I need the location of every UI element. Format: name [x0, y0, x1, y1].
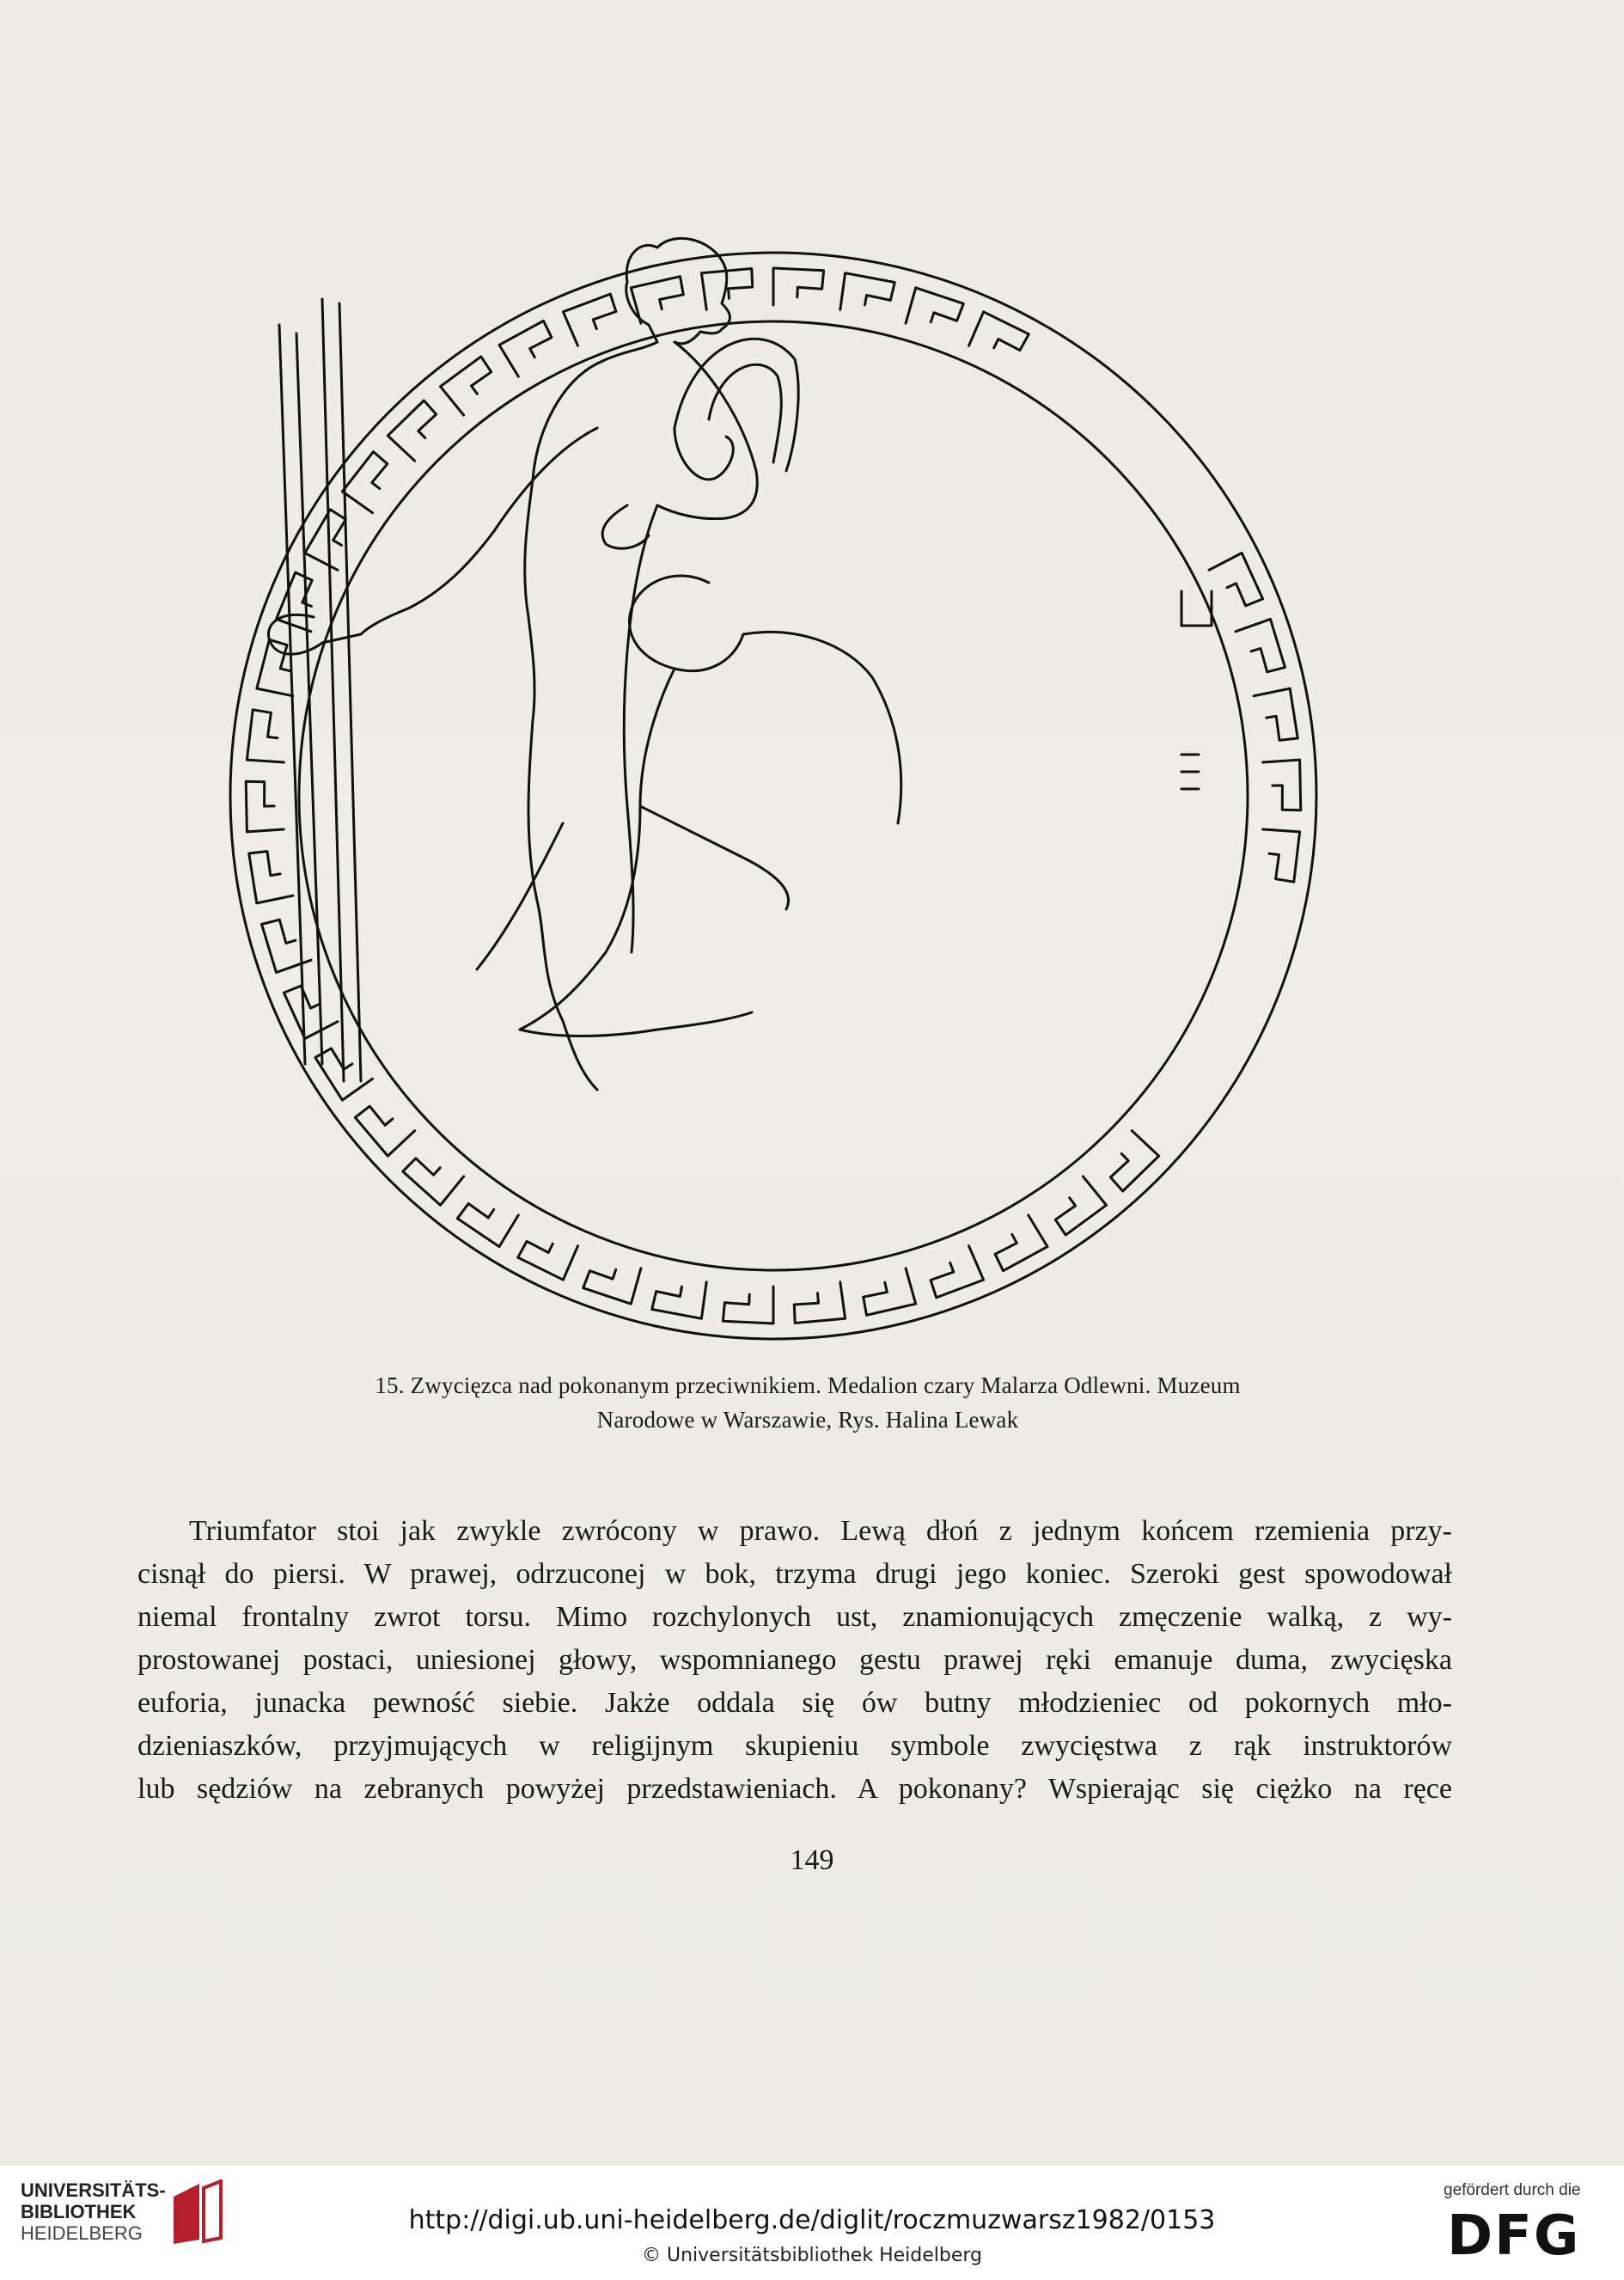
- medallion-illustration: [193, 222, 1353, 1365]
- meander-unit: [305, 510, 346, 571]
- meander-unit: [906, 288, 963, 323]
- meander-unit: [1110, 1131, 1158, 1191]
- meander-unit: [355, 1106, 414, 1156]
- meander-unit: [1263, 760, 1301, 810]
- page-number: 149: [790, 1844, 834, 1876]
- body-line: Triumfator stoi jak zwykle zwrócony w prawo. Lewą dłoń z jednym końcem rzemienia przy-: [189, 1515, 1452, 1547]
- dfg-logo: DFG: [1447, 2204, 1581, 2268]
- meander-unit: [563, 294, 616, 345]
- meander-unit: [457, 1204, 518, 1247]
- meander-unit: [1236, 619, 1285, 671]
- meander-unit: [1055, 1177, 1106, 1235]
- meander-unit: [441, 357, 491, 415]
- meander-unit: [403, 1158, 464, 1206]
- meander-unit: [723, 1287, 773, 1323]
- meander-unit: [931, 1246, 984, 1298]
- meander-unit: [1254, 688, 1297, 740]
- meander-unit: [262, 920, 312, 972]
- meander-unit: [652, 1282, 707, 1319]
- body-line: cisnął do piersi. W prawej, odrzuconej w bok, trzyma drugi jego koniec. Szeroki gest spowodował: [137, 1558, 1452, 1590]
- body-line: lub sędziów na zebranych powyżej przedstawieniach. A pokonany? Wspierając się ciężko na ręce: [137, 1773, 1452, 1805]
- figure-caption: [172, 1368, 1444, 1437]
- medallion-inner-ring: [299, 321, 1248, 1270]
- meander-unit: [969, 312, 1029, 351]
- funding-label: gefördert durch die: [1444, 2181, 1581, 2199]
- meander-unit: [1209, 553, 1263, 606]
- meander-unit: [249, 852, 293, 903]
- meander-unit: [995, 1215, 1047, 1271]
- caption-line: 15. Zwycięzca nad pokonanym przeciwnikiem. Medalion czary Malarza Odlewni. Muzeum: [375, 1372, 1241, 1398]
- meander-border: [246, 268, 1301, 1323]
- meander-unit: [247, 710, 284, 762]
- body-line: euforia, junacka pewność siebie. Jakże oddala się ów butny młodzieniec od pokornych mło-: [137, 1687, 1452, 1719]
- meander-unit: [583, 1268, 641, 1304]
- library-name-line: HEIDELBERG: [21, 2222, 143, 2244]
- ornament-marks: [1181, 591, 1212, 789]
- library-name-line: BIBLIOTHEK: [21, 2201, 137, 2222]
- medallion-outer-ring: [230, 253, 1316, 1339]
- meander-unit: [246, 781, 284, 832]
- meander-unit: [499, 321, 552, 376]
- copyright-notice: © Universitätsbibliothek Heidelberg: [641, 2245, 982, 2266]
- meander-unit: [773, 268, 824, 305]
- body-line: dzieniaszków, przyjmujących w religijnym skupieniu symbole zwycięstwa z rąk instruktorów: [137, 1730, 1452, 1762]
- meander-unit: [388, 400, 436, 461]
- meander-unit: [864, 1268, 916, 1316]
- meander-unit: [794, 1282, 845, 1323]
- body-paragraph: [137, 1510, 1452, 1811]
- meander-unit: [342, 452, 387, 513]
- meander-unit: [1263, 829, 1300, 882]
- body-line: niemal frontalny zwrot torsu. Mimo rozchylonych ust, znamionujących zmęczenie walką, z wy-: [137, 1601, 1452, 1633]
- permalink-url[interactable]: http://digi.ub.uni-heidelberg.de/diglit/roczmuzwarsz1982/0153: [408, 2205, 1216, 2235]
- body-line: prostowanej postaci, uniesionej głowy, wspomnianego gestu prawej ręki emanuje duma, zwycięska: [137, 1644, 1452, 1676]
- caption-line: Narodowe w Warszawie, Rys. Halina Lewak: [596, 1407, 1019, 1433]
- defeated-figure: [477, 576, 901, 1036]
- meander-unit: [840, 273, 895, 310]
- library-name-line: UNIVERSITÄTS-: [21, 2179, 166, 2201]
- meander-unit: [284, 986, 338, 1038]
- meander-unit: [518, 1241, 578, 1280]
